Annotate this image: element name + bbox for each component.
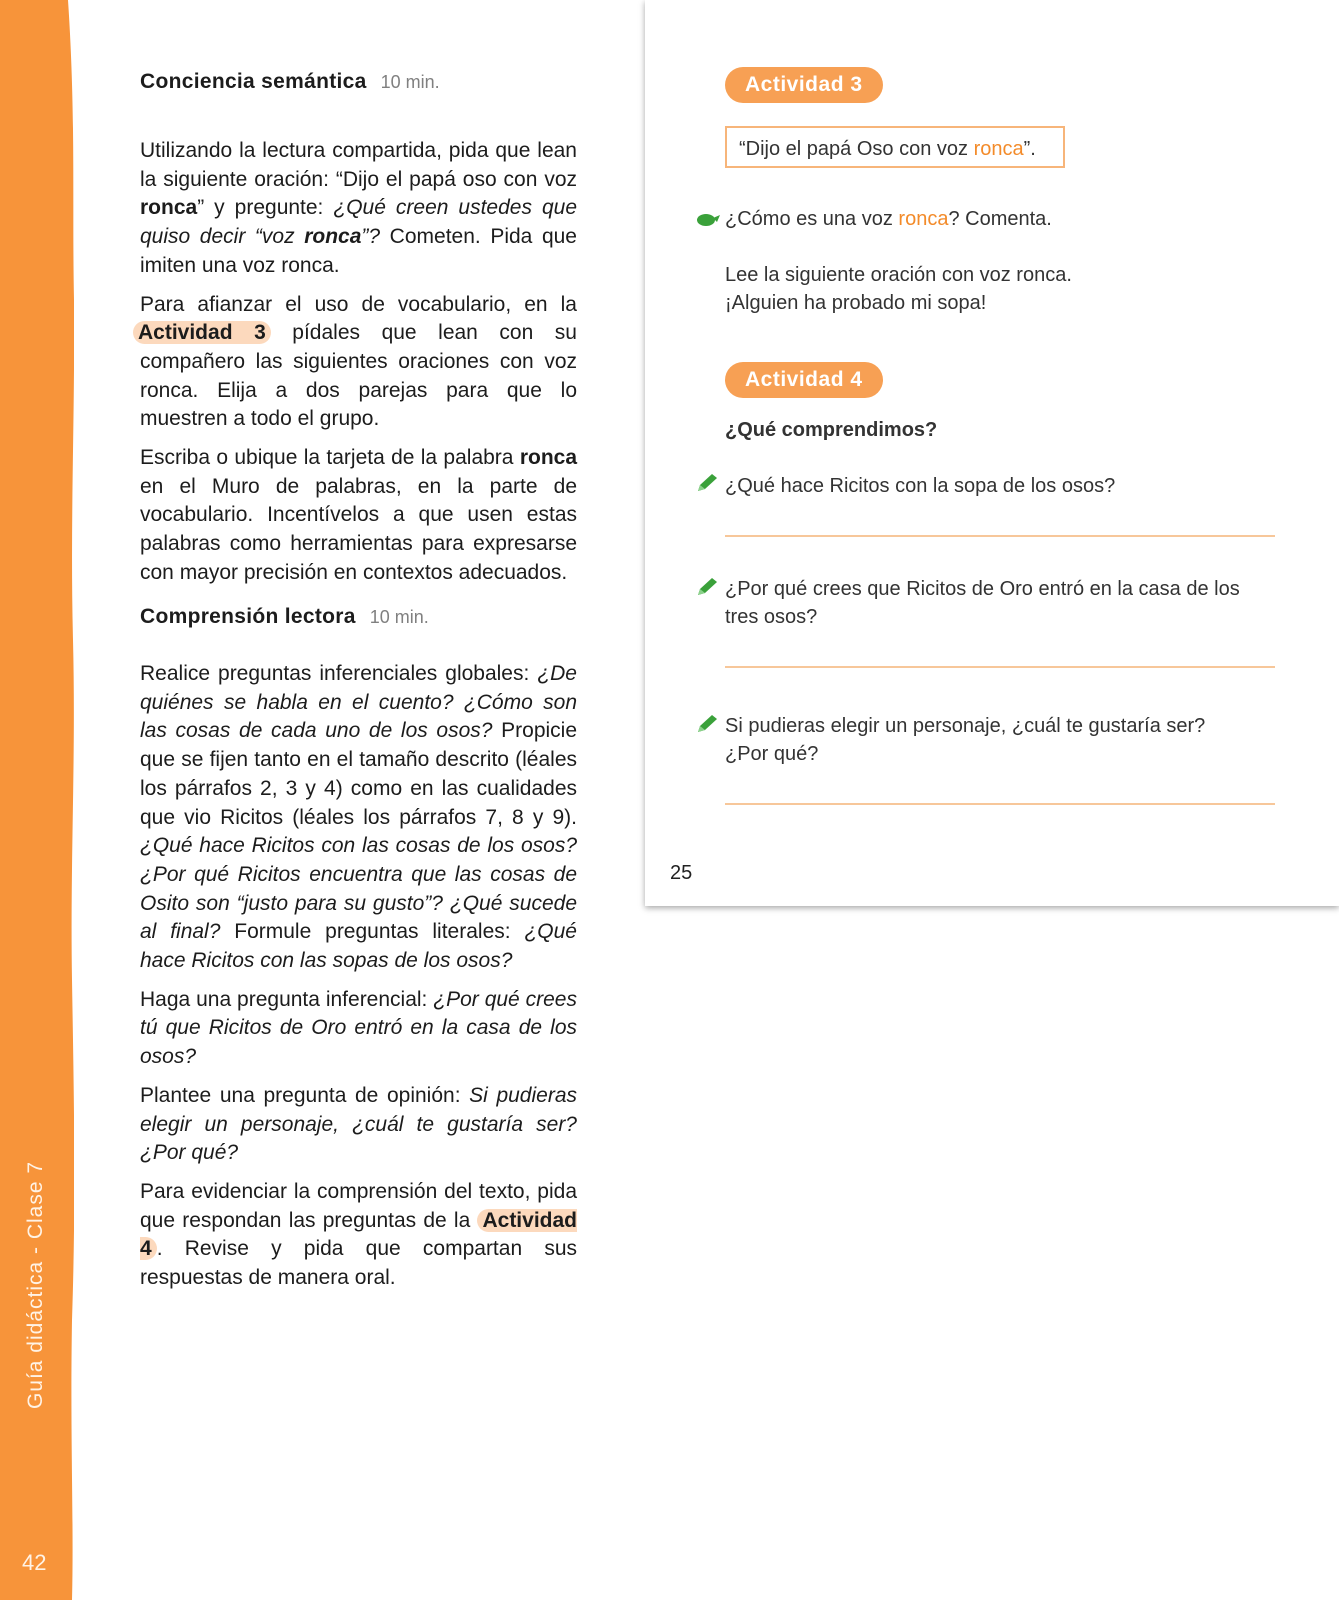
section-title-text: Comprensión lectora [140,605,356,628]
activity-4-question-3: Si pudieras elegir un personaje, ¿cuál te gustaría ser? ¿Por qué? [725,715,1206,765]
activity-4-highlight: Actividad 4 [140,1208,577,1261]
activity-4-question-2: ¿Por qué crees que Ricitos de Oro entró en la casa de los tres osos? [725,578,1240,628]
activity-3-instruction: Lee la siguiente oración con voz ronca. [725,264,1072,286]
section-title-semantic [140,70,440,94]
section-time: 10 min. [369,607,429,627]
reading-paragraph-1: Realice preguntas inferenciales globales: ¿De quiénes se habla en el cuento? ¿Cómo son las cosas de cada uno de los osos? Propicie que se fijen tanto en el tamaño descrito (léales los párrafos 2, 3 y 4) como en las cualidades que vio Ricitos (léales los párrafos 7, 8 y 9). ¿Qué hace Ricitos con las cosas de los osos? ¿Por qué Ricitos encuentra que las cosas de Osito son “justo para su gusto”? ¿Qué sucede al final? Formule preguntas literales: ¿Qué hace Ricitos con las sopas de los osos? [140,662,578,973]
sidebar-band [0,0,74,1600]
answer-line-2[interactable] [725,666,1275,668]
sidebar-label: Guía didáctica - Clase 7 [24,1160,47,1410]
pencil-icon [695,472,719,499]
reading-paragraph-3: Plantee una pregunta de opinión: Si pudieras elegir un personaje, ¿cuál te gustaría ser? ¿Por qué? [140,1083,577,1165]
pencil-icon [695,713,719,740]
semantic-paragraph-2: Para afianzar el uso de vocabulario, en la Actividad 3 pídales que lean con su compañero las siguientes oraciones con voz ronca. Elija a dos parejas para que lo muestren a todo el grupo. [140,291,577,435]
page-number-left: 42 [22,1550,47,1575]
activity-3-pill: Actividad 3 [725,67,883,103]
activity-3-question: ¿Cómo es una voz ronca? Comenta. [725,208,1052,230]
section-title-text: Conciencia semántica [140,70,367,93]
reading-paragraph-2: Haga una pregunta inferencial: ¿Por qué crees tú que Ricitos de Oro entró en la casa de los osos? [140,987,577,1069]
speech-bubble-icon [695,212,721,233]
quote-box: “Dijo el papá Oso con voz ronca”. [725,126,1065,168]
student-page-panel [645,0,1339,906]
activity-4-pill: Actividad 4 [725,362,883,398]
page-number-right: 25 [670,862,693,884]
section-title-reading [140,605,429,629]
semantic-paragraph-3: Escriba o ubique la tarjeta de la palabra ronca en el Muro de palabras, en la parte de vocabulario. Incentívelos a que usen estas palabras como herramientas para expresarse con mayor precisión en contextos adecuados. [140,446,577,584]
semantic-paragraph-1: Utilizando la lectura compartida, pida que lean la siguiente oración: “Dijo el papá oso con voz ronca” y pregunte: ¿Qué creen ustedes que quiso decir “voz ronca”? Cometen. Pida que imiten una voz ronca. [140,139,577,277]
reading-paragraph-4: Para evidenciar la comprensión del texto, pida que respondan las preguntas de la Actividad 4 . Revise y pida que compartan sus respuestas de manera oral. [140,1179,577,1290]
activity-4-heading: ¿Qué comprendimos? [725,419,938,441]
reading-body [140,660,577,1293]
pencil-icon [695,576,719,603]
section-time: 10 min. [380,72,440,92]
answer-line-1[interactable] [725,535,1275,537]
activity-3-highlight: Actividad 3 [133,321,271,344]
semantic-body [140,137,577,588]
activity-3-sentence: ¡Alguien ha probado mi sopa! [725,292,987,314]
activity-4-question-1: ¿Qué hace Ricitos con la sopa de los osos? [725,475,1116,497]
answer-line-3[interactable] [725,803,1275,805]
